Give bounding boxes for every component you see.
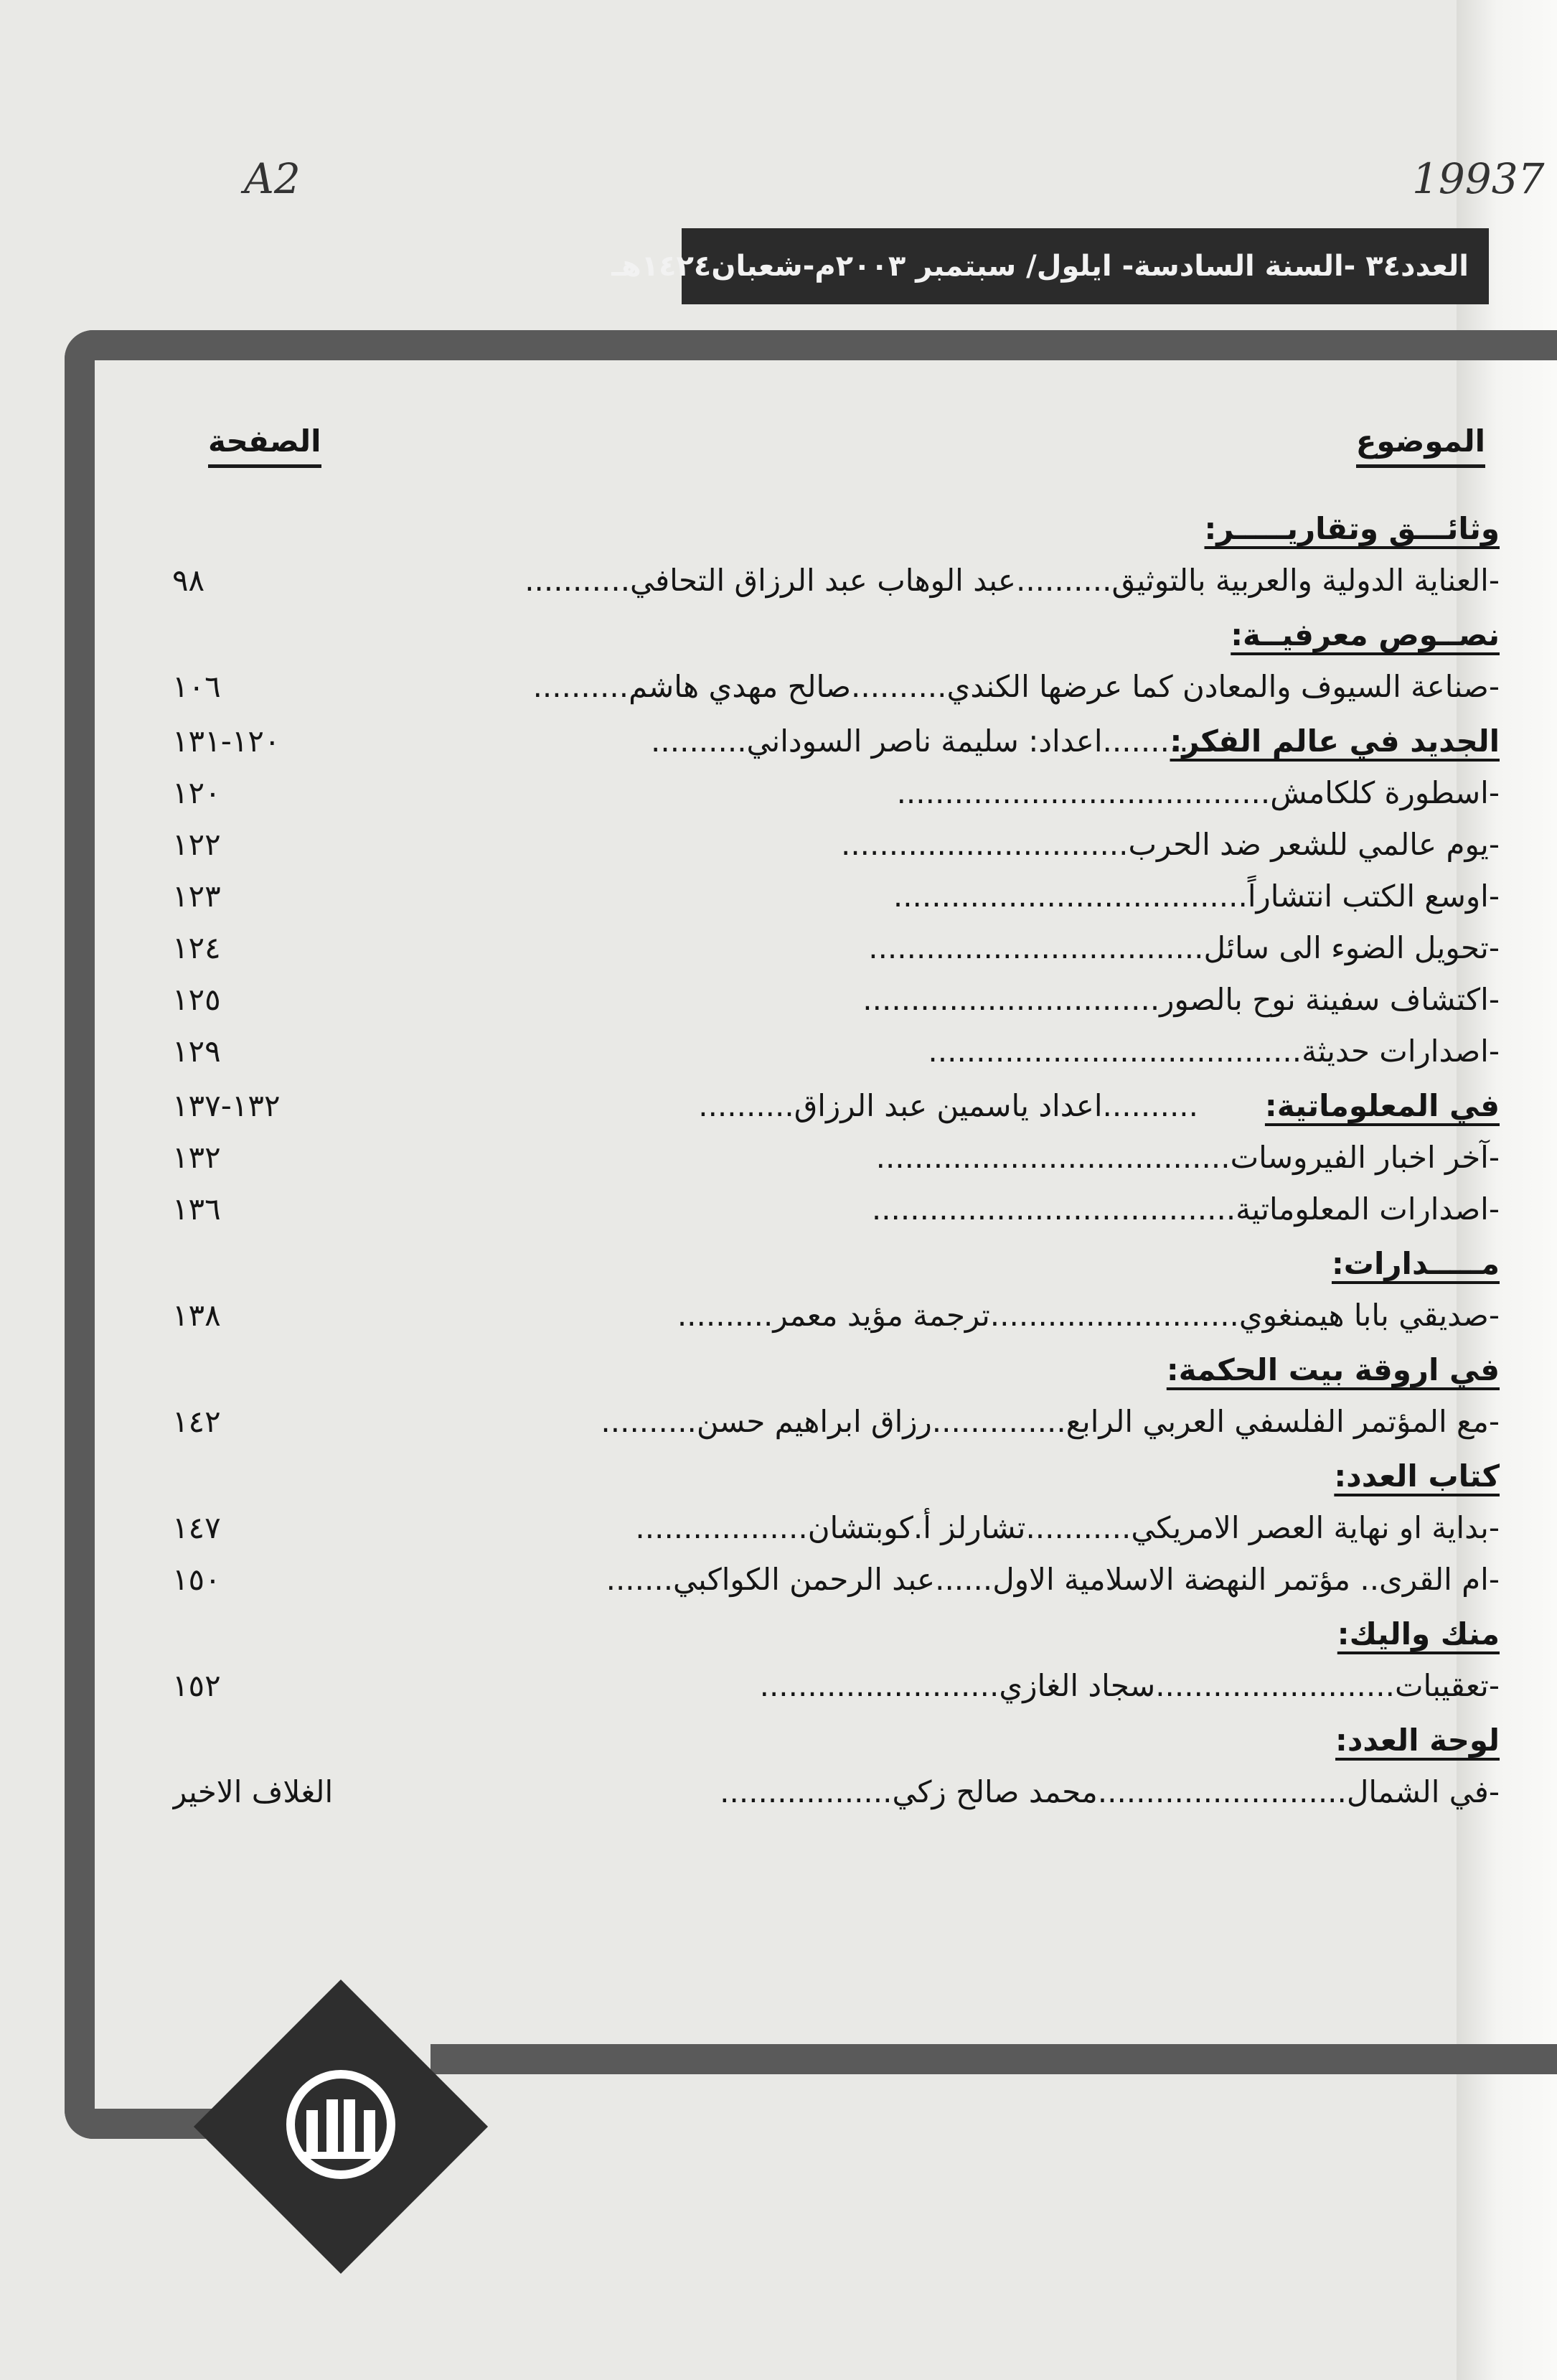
- section-title: في اروقة بيت الحكمة:: [1166, 1352, 1500, 1387]
- column-header-page: الصفحة: [208, 423, 321, 468]
- toc-section-heading: [172, 1346, 1500, 1398]
- entry-title: -ام القرى.. مؤتمر النهضة الاسلامية الاول......عبد الرحمن الكواكبي.......: [606, 1562, 1500, 1597]
- page-number: ١٤٧: [172, 1510, 221, 1545]
- entry-title: -اوسع الكتب انتشاراً.....................................: [893, 879, 1500, 914]
- toc-entry: [172, 1186, 1500, 1237]
- section-editor: ..........اعداد: سليمة ناصر السوداني..........: [651, 723, 1198, 759]
- toc-entry: [172, 1556, 1500, 1608]
- entry-title: -مع المؤتمر الفلسفي العربي الرابع..............رزاق ابراهيم حسن..........: [601, 1404, 1500, 1439]
- page-number: ١٢٩: [172, 1034, 221, 1069]
- page-number: ١٤٢: [172, 1404, 221, 1439]
- page-number: ١٢٣: [172, 879, 221, 914]
- column-header-subject: الموضوع: [1356, 423, 1485, 468]
- toc-entry: [172, 1504, 1500, 1556]
- toc-entry: [172, 1662, 1500, 1714]
- toc-section-heading: [172, 505, 1500, 557]
- entry-title: -تعقيبات.........................سجاد الغازي.........................: [759, 1668, 1500, 1703]
- handwritten-note-left: A2: [244, 154, 301, 203]
- page-number: ١٥٠: [172, 1562, 221, 1597]
- section-editor: ..........اعداد ياسمين عبد الرزاق..........: [698, 1088, 1198, 1123]
- page-number: ١٢٢: [172, 827, 221, 862]
- entry-title: -يوم عالمي للشعر ضد الحرب..............................: [840, 827, 1500, 862]
- toc-entry: [172, 1398, 1500, 1450]
- entry-title: -اكتشاف سفينة نوح بالصور...............................: [862, 982, 1500, 1017]
- entry-title: -آخر اخبار الفيروسات.....................................: [875, 1140, 1500, 1175]
- section-title: نصــوص معرفيــة:: [1231, 617, 1500, 652]
- page-number: ١٢٤: [172, 930, 221, 965]
- toc-entry: [172, 1292, 1500, 1344]
- toc-entry: [172, 873, 1500, 924]
- frame-left: [65, 330, 95, 2139]
- toc-entry: [172, 1028, 1500, 1079]
- frame-top: [65, 330, 1557, 360]
- page-number: ١٣٢-١٣٧: [172, 1088, 281, 1123]
- page-number: ١٢٠: [172, 775, 221, 810]
- page-number: ١٢٥: [172, 982, 221, 1017]
- toc-entry: [172, 976, 1500, 1028]
- entry-title: -العناية الدولية والعربية بالتوثيق..........عبد الوهاب عبد الرزاق التحافي...........: [525, 563, 1500, 598]
- table-of-contents: [172, 502, 1500, 1820]
- issue-line: العدد٣٤ -السنة السادسة- ايلول/ سبتمبر ٢٠٠٣م-شعبان١٤٢٤هـ: [611, 250, 1469, 283]
- handwritten-note-right: 19937: [1412, 154, 1545, 203]
- toc-section-heading: [172, 1082, 1500, 1134]
- section-title: منك واليك:: [1337, 1616, 1500, 1652]
- toc-section-heading: [172, 1453, 1500, 1504]
- section-title: الجديد في عالم الفكر:: [1170, 723, 1500, 759]
- entry-title: -صناعة السيوف والمعادن كما عرضها الكندي..........صالح مهدي هاشم..........: [532, 669, 1500, 704]
- section-title: كتاب العدد:: [1334, 1458, 1500, 1494]
- entry-title: -صديقي بابا هيمنغوي..........................ترجمة مؤيد معمر..........: [677, 1298, 1500, 1333]
- page-number: ١٠٦: [172, 669, 221, 704]
- page-number: ١٣٦: [172, 1191, 221, 1227]
- section-title: لوحة العدد:: [1335, 1723, 1500, 1758]
- toc-entry: [172, 1134, 1500, 1186]
- toc-entry: [172, 663, 1500, 715]
- entry-title: -اصدارات المعلوماتية......................................: [871, 1191, 1500, 1227]
- page-number: ٩٨: [172, 563, 205, 598]
- page-number: ١٢٠-١٣١: [172, 723, 281, 759]
- toc-entry: [172, 1768, 1500, 1820]
- toc-section-heading: [172, 1717, 1500, 1768]
- page-number: ١٣٢: [172, 1140, 221, 1175]
- page-number: ١٥٢: [172, 1668, 221, 1703]
- entry-title: -اصدارات حديثة.......................................: [928, 1034, 1500, 1069]
- frame-bottom-right: [431, 2044, 1557, 2074]
- toc-entry: [172, 924, 1500, 976]
- entry-title: -اسطورة كلكامش.......................................: [896, 775, 1500, 810]
- toc-section-heading: [172, 612, 1500, 663]
- entry-title: -تحويل الضوء الى سائل...................................: [868, 930, 1500, 965]
- toc-section-heading: [172, 718, 1500, 769]
- entry-title: -في الشمال..........................محمد صالح زكي..................: [720, 1774, 1500, 1809]
- toc-entry: [172, 557, 1500, 609]
- toc-section-heading: [172, 1611, 1500, 1662]
- section-title: مـــــدارات:: [1331, 1246, 1500, 1281]
- toc-entry: [172, 821, 1500, 873]
- toc-entry: [172, 769, 1500, 821]
- issue-header-bar: [611, 228, 1489, 304]
- section-title: في المعلوماتية:: [1264, 1088, 1500, 1123]
- toc-section-heading: [172, 1240, 1500, 1292]
- page-number: الغلاف الاخير: [172, 1774, 334, 1809]
- page-number: ١٣٨: [172, 1298, 221, 1333]
- entry-title: -بداية او نهاية العصر الامريكي...........تشارلز أ.كوبتشان..................: [635, 1510, 1500, 1545]
- house-of-wisdom-logo-icon: [276, 2060, 405, 2189]
- section-title: وثائـــق وتقاريـــــر:: [1204, 511, 1500, 546]
